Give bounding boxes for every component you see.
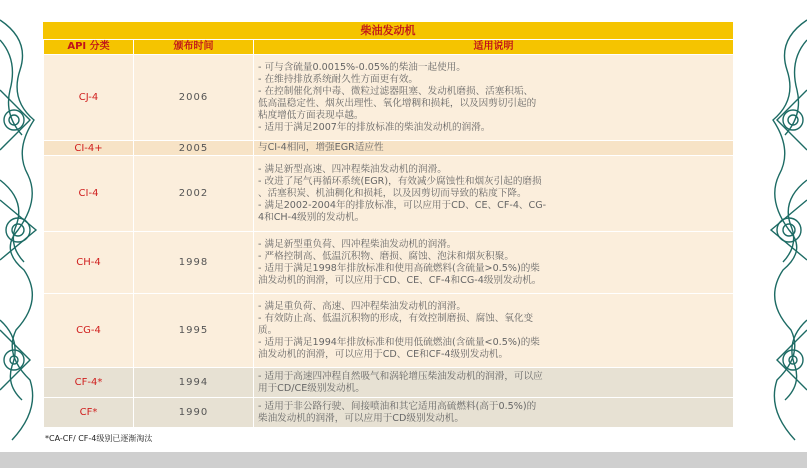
table-header-row: [44, 40, 734, 55]
description-line: 柴油发动机的润滑，可以应用于CD级别发动机。: [258, 412, 464, 424]
description-line: 低高温稳定性、烟灰出理性、氧化增稠和损耗，以及因剪切引起的: [258, 97, 537, 109]
category-cell: CG-4: [44, 294, 134, 368]
description-line: - 在控制催化剂中毒、微粒过滤器阻塞、发动机磨损、活塞积垢、: [258, 85, 534, 97]
year-cell: 2005: [134, 141, 254, 156]
description-line: - 满足2002-2004年的排放标准，可以应用于CD、CE、CF-4、CG-: [258, 199, 547, 211]
table-row: [44, 398, 734, 428]
category-cell: CI-4: [44, 156, 134, 232]
description-cell: [254, 294, 734, 368]
description-line: - 适用于满足1994年排放标准和使用低硫燃油(含硫量<0.5%)的柴: [258, 336, 540, 348]
category-cell: CI-4+: [44, 141, 134, 156]
description-cell: [254, 55, 734, 141]
description-line: 质。: [258, 324, 278, 336]
description-line: 油发动机的润滑，可以应用于CD、CE、CF-4和CG-4级别发动机。: [258, 274, 542, 286]
description-line: - 改进了尾气再循环系统(EGR)，有效减少腐蚀性和烟灰引起的磨损: [258, 175, 542, 187]
category-cell: CH-4: [44, 232, 134, 294]
description-line: 油发动机的润滑，可以应用于CD、CE和CF-4级别发动机。: [258, 348, 509, 360]
header-release-date: 颁布时间: [134, 40, 254, 55]
description-cell: [254, 398, 734, 428]
table-title: 柴油发动机: [43, 22, 733, 39]
description-line: - 可与含硫量0.0015%-0.05%的柴油一起使用。: [258, 61, 466, 73]
table-row: [44, 55, 734, 141]
description-cell: [254, 141, 734, 156]
description-line: 、活塞积炭、机油稠化和损耗，以及因剪切而导致的粘度下降。: [258, 187, 527, 199]
table-row: [44, 156, 734, 232]
table-row: [44, 141, 734, 156]
table-row: [44, 368, 734, 398]
table-row: [44, 232, 734, 294]
header-api-category: API 分类: [44, 40, 134, 55]
category-cell: CF*: [44, 398, 134, 428]
year-cell: 1995: [134, 294, 254, 368]
description-cell: [254, 368, 734, 398]
diesel-engine-table: [43, 22, 733, 428]
table-row: [44, 294, 734, 368]
description-line: - 严格控制高、低温沉积物、磨损、腐蚀、泡沫和烟灰积聚。: [258, 250, 514, 262]
year-cell: 1994: [134, 368, 254, 398]
description-line: 用于CD/CE级别发动机。: [258, 382, 365, 394]
footnote: *CA-CF/ CF-4级别已逐渐淘汰: [45, 434, 153, 443]
description-line: 粘度增低方面表现卓越。: [258, 109, 364, 121]
description-line: - 在维持排放系统耐久性方面更有效。: [258, 73, 419, 85]
right-ornament: [761, 0, 807, 452]
year-cell: 1998: [134, 232, 254, 294]
category-cell: CJ-4: [44, 55, 134, 141]
year-cell: 2006: [134, 55, 254, 141]
description-line: - 满足重负荷、高速、四冲程柴油发动机的润滑。: [258, 300, 466, 312]
description-line: - 适用于满足2007年的排放标准的柴油发动机的润滑。: [258, 121, 491, 133]
description-line: - 适用于满足1998年排放标准和使用高硫燃料(含硫量>0.5%)的柴: [258, 262, 540, 274]
category-cell: CF-4*: [44, 368, 134, 398]
description-cell: [254, 232, 734, 294]
api-classification-table: [43, 39, 734, 428]
description-line: - 满足新型重负荷、四冲程柴油发动机的润滑。: [258, 238, 457, 250]
description-line: - 有效防止高、低温沉积物的形成，有效控制磨损、腐蚀、氧化变: [258, 312, 534, 324]
header-description: 适用说明: [254, 40, 734, 55]
description-cell: [254, 156, 734, 232]
year-cell: 2002: [134, 156, 254, 232]
bottom-bar: [0, 452, 807, 468]
description-line: 4和CH-4级别的发动机。: [258, 211, 365, 223]
year-cell: 1990: [134, 398, 254, 428]
description-line: - 适用于高速四冲程自然吸气和涡轮增压柴油发动机的润滑，可以应: [258, 370, 543, 382]
left-ornament: [0, 0, 46, 452]
description-line: - 适用于非公路行驶、间接喷油和其它适用高硫燃料(高于0.5%)的: [258, 400, 537, 412]
description-line: 与CI-4相同，增强EGR适应性: [258, 142, 384, 153]
description-line: - 满足新型高速、四冲程柴油发动机的润滑。: [258, 163, 447, 175]
